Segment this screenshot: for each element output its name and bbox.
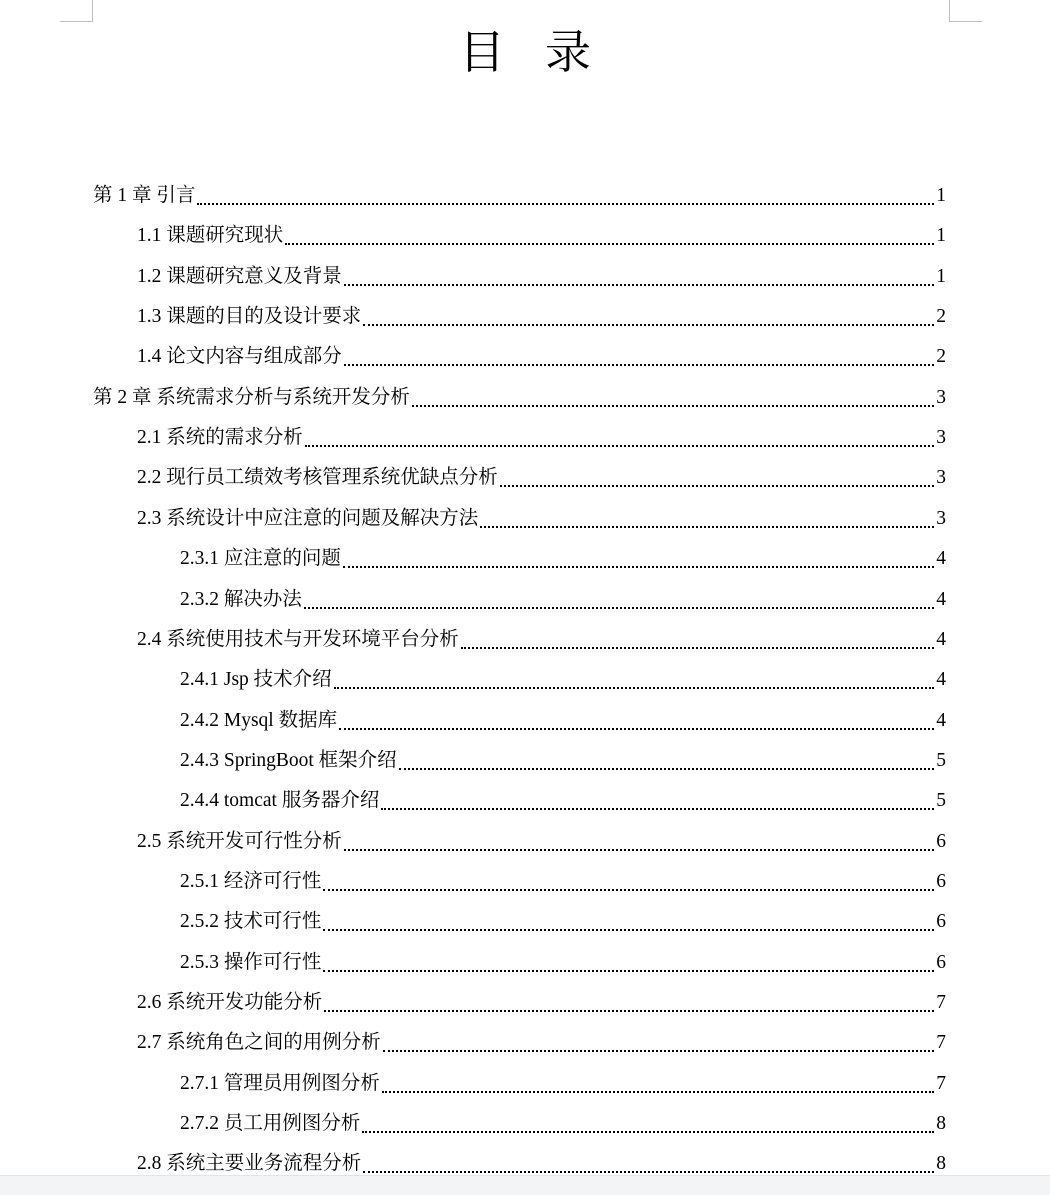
toc-entry-label: 2.3 系统设计中应注意的问题及解决方法 (137, 507, 479, 529)
toc-dot-leader (339, 701, 936, 741)
toc-dot-leader (334, 660, 937, 700)
toc-entry[interactable] (180, 701, 946, 741)
toc-dot-leader (197, 176, 936, 216)
toc-entry-page-number: 7 (936, 1032, 946, 1054)
toc-entry[interactable] (180, 862, 946, 902)
toc-entry-page-number: 2 (936, 306, 946, 328)
toc-entry-label: 2.4.4 tomcat 服务器介绍 (180, 790, 380, 812)
toc-entry-page-number: 1 (936, 185, 946, 206)
toc-dot-leader (412, 378, 936, 418)
toc-dot-leader (500, 458, 936, 498)
toc-entry[interactable] (93, 176, 946, 216)
toc-entry-page-number: 5 (936, 790, 946, 812)
page-title (0, 24, 1050, 80)
toc-entry-label: 2.4.3 SpringBoot 框架介绍 (180, 749, 397, 771)
toc-entry-page-number: 7 (936, 1072, 946, 1094)
toc-dot-leader (305, 418, 936, 458)
toc-entry-label: 1.3 课题的目的及设计要求 (137, 306, 362, 328)
toc-entry[interactable] (137, 418, 946, 458)
page-title-char-2: 录 (545, 25, 631, 79)
toc-entry[interactable] (137, 257, 946, 297)
toc-dot-leader (323, 862, 936, 902)
toc-dot-leader (323, 943, 936, 983)
toc-entry[interactable] (180, 1064, 946, 1104)
toc-entry-label: 2.5.3 操作可行性 (180, 951, 322, 973)
toc-entry-page-number: 3 (936, 427, 946, 449)
toc-entry-page-number: 3 (936, 507, 946, 529)
toc-entry-page-number: 6 (936, 870, 946, 892)
page-corner-mark-left (60, 0, 93, 22)
toc-entry[interactable] (137, 216, 946, 256)
toc-entry-page-number: 4 (936, 709, 946, 731)
page-corner-mark-right (949, 0, 982, 22)
toc-entry[interactable] (93, 378, 946, 418)
toc-entry-label: 2.5.2 技术可行性 (180, 911, 322, 933)
toc-dot-leader (324, 983, 936, 1023)
toc-entry-page-number: 4 (936, 548, 946, 570)
toc-entry[interactable] (137, 458, 946, 498)
toc-dot-leader (343, 539, 936, 579)
toc-entry[interactable] (137, 499, 946, 539)
toc-dot-leader (344, 337, 936, 377)
toc-entry-page-number: 6 (936, 951, 946, 973)
toc-entry[interactable] (137, 1023, 946, 1063)
toc-entry-label: 第 2 章 系统需求分析与系统开发分析 (93, 386, 410, 408)
toc-dot-leader (363, 297, 936, 337)
toc-entry-label: 2.4 系统使用技术与开发环境平台分析 (137, 628, 459, 650)
toc-entry[interactable] (180, 741, 946, 781)
toc-dot-leader (381, 781, 936, 821)
toc-entry[interactable] (180, 580, 946, 620)
toc-dot-leader (383, 1023, 936, 1063)
viewer-bottom-bar (0, 1175, 1050, 1195)
toc-entry[interactable] (137, 297, 946, 337)
toc-entry-label: 2.7.2 员工用例图分析 (180, 1113, 361, 1135)
toc-dot-leader (323, 902, 936, 942)
toc-entry[interactable] (180, 781, 946, 821)
toc-entry-page-number: 3 (936, 386, 946, 408)
toc-entry-label: 1.2 课题研究意义及背景 (137, 265, 342, 287)
toc-entry-page-number: 6 (936, 911, 946, 933)
toc-entry[interactable] (137, 337, 946, 377)
toc-dot-leader (304, 580, 936, 620)
toc-entry[interactable] (180, 943, 946, 983)
toc-entry[interactable] (180, 539, 946, 579)
toc-entry-page-number: 8 (936, 1113, 946, 1135)
toc-entry[interactable] (180, 902, 946, 942)
toc-entry-page-number: 4 (936, 588, 946, 610)
toc-dot-leader (461, 620, 936, 660)
toc-entry-label: 2.5.1 经济可行性 (180, 870, 322, 892)
toc-entry[interactable] (137, 983, 946, 1023)
toc-dot-leader (344, 257, 936, 297)
toc-entry-label: 2.3.2 解决办法 (180, 588, 302, 610)
toc-entry-page-number: 1 (936, 225, 946, 247)
toc-entry[interactable] (180, 1104, 946, 1144)
toc-entry-label: 1.4 论文内容与组成部分 (137, 346, 342, 368)
toc-entry-label: 2.7 系统角色之间的用例分析 (137, 1032, 381, 1054)
toc-entry-page-number: 4 (936, 669, 946, 691)
toc-entry-page-number: 8 (936, 1153, 946, 1175)
toc-entry-page-number: 5 (936, 749, 946, 771)
toc-entry-label: 2.8 系统主要业务流程分析 (137, 1153, 362, 1175)
toc-entry-label: 2.1 系统的需求分析 (137, 427, 303, 449)
toc-dot-leader (382, 1064, 936, 1104)
toc-entry-label: 2.4.2 Mysql 数据库 (180, 709, 338, 731)
toc-entry-label: 1.1 课题研究现状 (137, 225, 284, 247)
toc-dot-leader (285, 216, 936, 256)
toc-entry-label: 2.4.1 Jsp 技术介绍 (180, 669, 332, 691)
page-title-char-1: 目 (459, 25, 545, 79)
toc-entry-label: 2.3.1 应注意的问题 (180, 548, 341, 570)
toc-entry-page-number: 6 (936, 830, 946, 852)
toc-entry-label: 2.2 现行员工绩效考核管理系统优缺点分析 (137, 467, 498, 489)
toc-entry-page-number: 1 (936, 265, 946, 287)
toc-dot-leader (362, 1104, 936, 1144)
toc-entry-label: 2.5 系统开发可行性分析 (137, 830, 342, 852)
toc-entry-label: 2.6 系统开发功能分析 (137, 992, 323, 1013)
toc-dot-leader (399, 741, 937, 781)
toc-entry[interactable] (137, 620, 946, 660)
toc-entry-page-number: 2 (936, 346, 946, 368)
toc-entry-label: 2.7.1 管理员用例图分析 (180, 1072, 380, 1094)
toc-entry-page-number: 7 (936, 992, 946, 1013)
toc-entry[interactable] (180, 660, 946, 700)
toc-entry-page-number: 4 (936, 628, 946, 650)
toc-entry-page-number: 3 (936, 467, 946, 489)
toc-entry[interactable] (137, 822, 946, 862)
toc-dot-leader (344, 822, 936, 862)
toc-entry-label: 第 1 章 引言 (93, 185, 196, 206)
toc-dot-leader (480, 499, 936, 539)
